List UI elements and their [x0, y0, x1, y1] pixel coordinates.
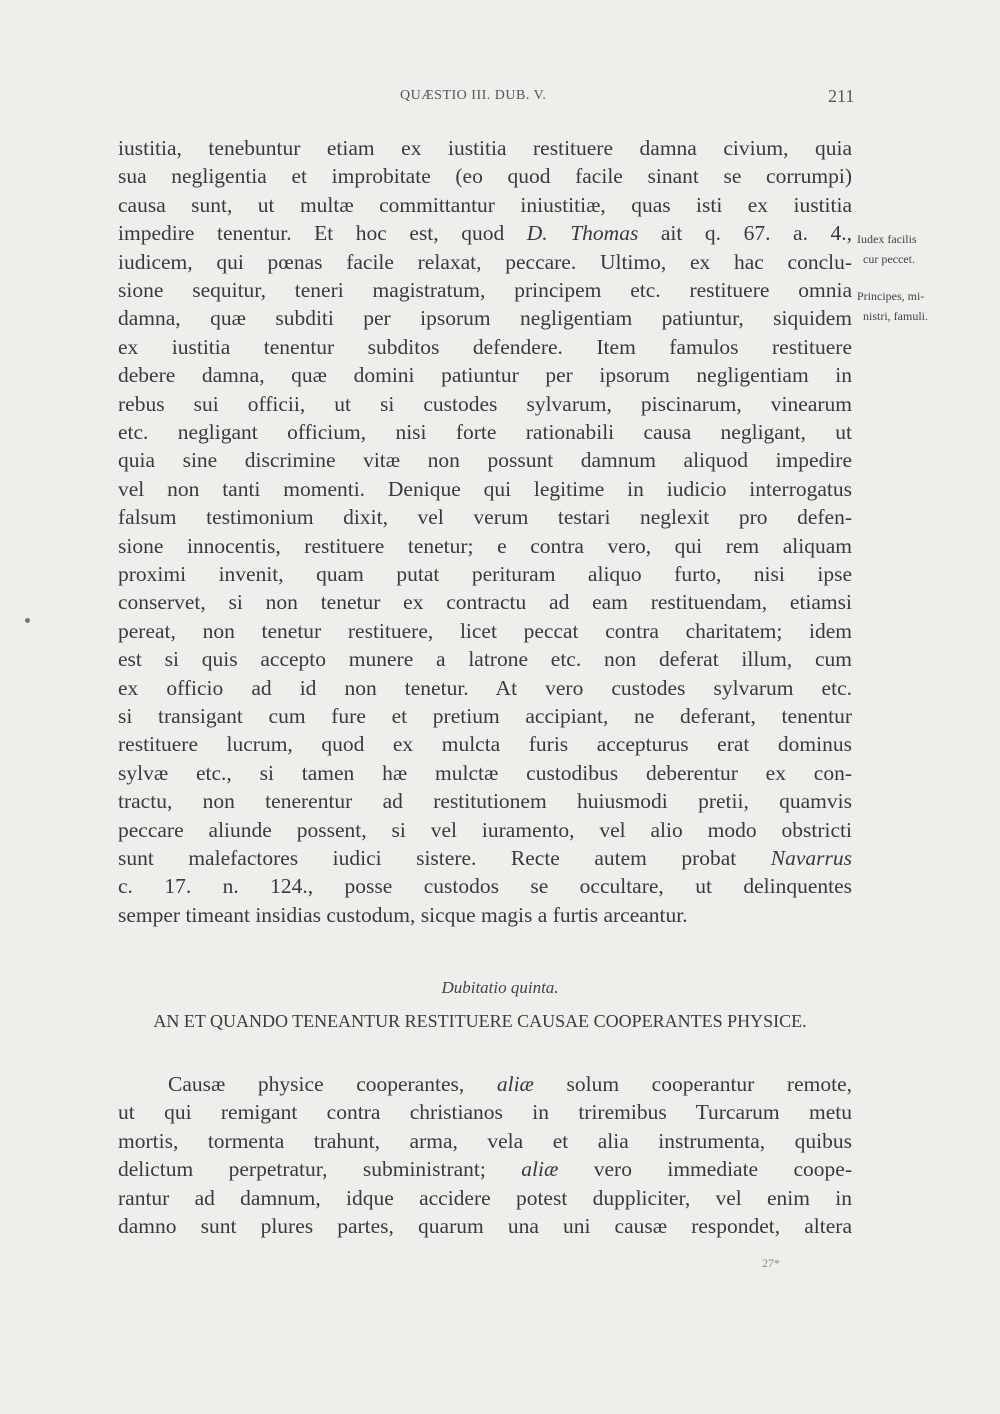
text-line: vel non tanti momenti. Denique qui legitime in iudicio interrogatus — [118, 476, 852, 501]
text-line: conservet, si non tenetur ex contractu ad eam restituendam, etiamsi — [118, 590, 852, 615]
text-line: proximi invenit, quam putat perituram aliquo furto, nisi ipse — [118, 562, 852, 586]
margin-note-principes — [857, 286, 928, 326]
margin-note-iudex — [857, 229, 917, 269]
text-line: iudicem, qui pœnas facile relaxat, peccare. Ultimo, ex hac conclu- — [118, 249, 852, 274]
text-line: ex iustitia tenentur subditos defendere. Item famulos restituere — [118, 334, 852, 359]
text-line: damno sunt plures partes, quarum una uni causæ respondet, altera — [118, 1214, 852, 1238]
text-line: sunt malefactores iudici sistere. Recte autem probat Navarrus — [118, 846, 852, 870]
text-line: sylvæ etc., si tamen hæ mulctæ custodibus deberentur ex con- — [118, 760, 852, 785]
text-line: ut qui remigant contra christianos in triremibus Turcarum metu — [118, 1100, 852, 1125]
text-line: c. 17. n. 124., posse custodos se occultare, ut delinquentes — [118, 874, 852, 899]
text-line: debere damna, quæ domini patiuntur per ipsorum negligentiam in — [118, 363, 852, 388]
text-line: iustitia, tenebuntur etiam ex iustitia restituere damna civium, quia — [118, 136, 852, 160]
ink-spot — [25, 618, 30, 623]
text-line: peccare aliunde possent, si vel iuramento, vel alio modo obstricti — [118, 817, 852, 842]
text-line: restituere lucrum, quod ex mulcta furis accepturus erat dominus — [118, 732, 852, 757]
text-line: ex officio ad id non tenetur. At vero custodes sylvarum etc. — [118, 675, 852, 700]
text-line: impedire tenentur. Et hoc est, quod D. Thomas ait q. 67. a. 4., — [118, 221, 852, 246]
text-line: rantur ad damnum, idque accidere potest duppliciter, vel enim in — [118, 1185, 852, 1210]
text-line: pereat, non tenetur restituere, licet peccat contra charitatem; idem — [118, 618, 852, 643]
section-subtitle: Dubitatio quinta. — [441, 978, 559, 997]
text-line: quia sine discrimine vitæ non possunt damnum aliquod impedire — [118, 448, 852, 473]
text-line: causa sunt, ut multæ committantur iniustitiæ, quas isti ex iustitia — [118, 192, 852, 217]
page-number: 211 — [828, 86, 855, 106]
text-line: etc. negligant officium, nisi forte rationabili causa negligant, ut — [118, 420, 852, 444]
text-line: est si quis accepto munere a latrone etc. non deferat illum, cum — [118, 647, 852, 672]
text-line: delictum perpetratur, subministrant; aliæ vero immediate coope- — [118, 1157, 852, 1182]
running-head: QUÆSTIO III. DUB. V. — [400, 88, 547, 103]
text-line: mortis, tormenta trahunt, arma, vela et alia instrumenta, quibus — [118, 1128, 852, 1153]
text-line: sione sequitur, teneri magistratum, principem etc. restituere omnia — [118, 278, 852, 302]
text-line: Causæ physice cooperantes, aliæ solum cooperantur remote, — [168, 1072, 852, 1096]
text-line: semper timeant insidias custodum, sicque magis a furtis arceantur. — [118, 902, 688, 927]
text-line: sione innocentis, restituere tenetur; e contra vero, qui rem aliquam — [118, 533, 852, 558]
text-line: falsum testimonium dixit, vel verum testari neglexit pro defen- — [118, 505, 852, 530]
margin-note-line: cur peccet. — [863, 252, 915, 266]
text-line: tractu, non tenerentur ad restitutionem huiusmodi pretii, quamvis — [118, 789, 852, 814]
text-line: damna, quæ subditi per ipsorum negligentiam patiuntur, siquidem — [118, 306, 852, 331]
section-title: AN ET QUANDO TENEANTUR RESTITUERE CAUSAE COOPERANTES PHYSICE. — [153, 1011, 807, 1031]
margin-note-line: Principes, mi- — [857, 289, 925, 303]
text-line: rebus sui officii, ut si custodes sylvarum, piscinarum, vinearum — [118, 391, 852, 416]
text-line: si transigant cum fure et pretium accipiant, ne deferant, tenentur — [118, 704, 852, 728]
text-line: sua negligentia et improbitate (eo quod facile sinant se corrumpi) — [118, 164, 852, 189]
signature-mark: 27* — [762, 1256, 780, 1270]
margin-note-line: Iudex facilis — [857, 232, 917, 246]
margin-note-line: nistri, famuli. — [863, 309, 928, 323]
